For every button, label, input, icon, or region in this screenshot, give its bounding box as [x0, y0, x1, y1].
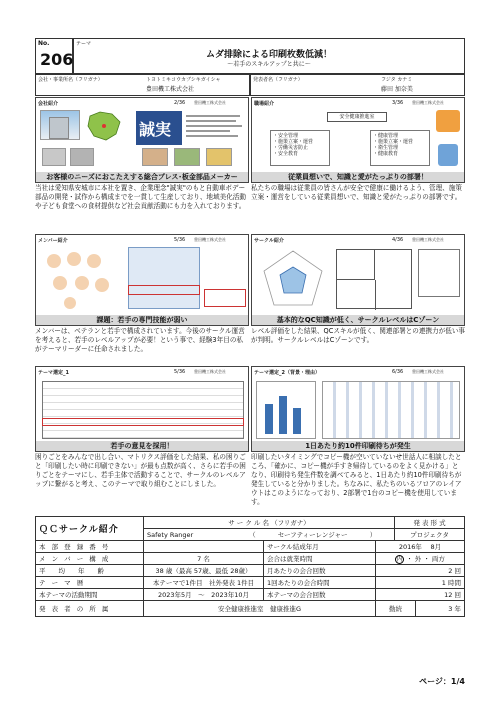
slide-title: テーマ選定_1 [38, 370, 69, 376]
form-label: 発 表 形 式 [395, 517, 465, 529]
theme-selection-slide [35, 366, 249, 452]
number-label: No. [38, 40, 50, 47]
theme-background-slide [251, 366, 465, 452]
circle-description: レベル評価をした結果、QCスキルが低く、関連部署との連携力が低い事が判明。サークルレベルはCゾーンです。 [251, 327, 465, 344]
company-name: 豊田機工株式会社 [146, 86, 195, 93]
circle-kana-close: ） [369, 531, 377, 539]
evaluation-matrix [42, 381, 244, 439]
qc-circle-table [35, 516, 465, 617]
company-intro-slide [35, 97, 249, 183]
row-label: メ ン バ ー 構 成 [36, 553, 144, 565]
form-value: プロジェクタ [395, 529, 465, 541]
zone-grid [336, 249, 412, 309]
number-value: 206 [40, 50, 74, 69]
tenure-label: 勤続 [376, 601, 416, 617]
health-list: ・健康管理 ・施策立案・運営 ・衛生管理 ・健康教育 [370, 130, 430, 166]
slide-title: 会社紹介 [38, 101, 59, 107]
row-label: 月あたりの会合回数 [264, 565, 376, 577]
motto-kanji: 誠実 [139, 120, 172, 139]
slide-page: 5/36 [174, 237, 186, 243]
qc-section-label: ＱＣサークル紹介 [36, 517, 144, 541]
row-value [144, 541, 264, 553]
row-value: 2016年 8月 [376, 541, 465, 553]
page-number: ページ：1/4 [419, 677, 465, 686]
row-label: サークル結成年月 [264, 541, 376, 553]
tenure-value: 3 年 [416, 601, 465, 617]
floor-layout [322, 381, 460, 439]
highlight-row [42, 418, 244, 426]
row-value: 本テーマで1件目 社外発表 1件目 [144, 577, 264, 589]
other-options: ・ 外 ・ 両方 [406, 554, 445, 563]
slide-page: 2/36 [174, 100, 186, 106]
row-label: テ ー マ 暦 [36, 577, 144, 589]
theme-background-description: 印刷したいタイミングでコピー機が空いていないせ世話人に相談したところ、「確かに、コピー機が手すき帰待しているのをよく見かける」となり、印刷待ち発生件数を調べてみると、1日あたり約10件印刷待ちが発生していると分かりました。ちなみに、私たちのいるフロアのレイアウトはこのようになっており、2部署で1台のコピー機を使用しています。 [251, 453, 462, 506]
company-label: 会社・事業所名（フリガナ） [38, 77, 103, 83]
number-box [35, 38, 73, 74]
affiliation-label: 発 表 者 の 所 属 [36, 601, 144, 617]
row-value: 2 回 [376, 565, 465, 577]
company-logo: 豊田機工株式会社 [412, 237, 444, 242]
slide-banner: お客様のニーズにおこたえする総合プレス･板金部品メーカー [36, 172, 248, 182]
presenter-label: 発表者名（フリガナ） [253, 77, 303, 83]
row-value: 7 名 [144, 553, 264, 565]
wait-chart [256, 381, 316, 439]
skill-matrix [128, 247, 200, 309]
slide-title: メンバー紹介 [38, 238, 68, 244]
row-value: 38 歳（最高 57歳、最低 28歳） [144, 565, 264, 577]
slide-banner: 基本的なQC知識が低く、サークルレベルはCゾーン [252, 315, 464, 325]
row-label: 本 部 登 録 番 号 [36, 541, 144, 553]
slide-banner: 課題：若手の専門技能が弱い [36, 315, 248, 325]
circle-name-cell [144, 529, 395, 541]
member-intro-slide [35, 234, 249, 326]
slide-text-lines [186, 112, 244, 140]
zone-legend [418, 249, 460, 297]
circle-kana: セーフティーレンジャー [277, 531, 348, 539]
worker-illustration [438, 144, 458, 166]
company-kana: トヨトミキコウカブシキガイシャ [146, 77, 221, 83]
meeting-time-cell [376, 553, 465, 565]
department-box: 安全健康推進室 [327, 112, 387, 122]
company-logo: 豊田機工株式会社 [412, 100, 444, 105]
radar-chart [258, 247, 328, 311]
slide-banner: 従業員想いで、知識と愛がたっぷりの部署！ [252, 172, 464, 182]
company-logo: 豊田機工株式会社 [194, 237, 226, 242]
slide-banner: 若手の意見を採用！ [36, 441, 248, 451]
company-logo: 豊田機工株式会社 [194, 369, 226, 374]
member-description: メンバーは、ベテランと若手で構成されています。今後のサークル運営を考えると、若手のレベルアップが必要！という事で、経験3年目の私がテーマリーダーに任命されました。 [35, 327, 245, 353]
company-description: 当社は愛知県安城市に本社を置き、企業理念"誠実"のもと自動車ボデー部品の開発・試作から構成までを一貫して生産しており、地域美化活動や子ども食堂への食材提供など社会貢献活動にも力を入れております。 [35, 184, 246, 210]
circle-name: Safety Ranger [147, 531, 194, 539]
slide-banner: 1日あたり約10件印刷待ちが発生 [252, 441, 464, 451]
affiliation-value: 安全健康推進室 健康推進G [144, 601, 376, 617]
theme-selection-description: 困りごとをみんなで出し合い、マトリクス評価をした結果、私の困りごと「印刷したい時に印刷できない」が最も点数が高く、さらに若手の困りごとをテーマにし、若手主体で活動することで、サークルのレベルアップに繋がると考え、このテーマで取り組むことにしました。 [35, 453, 246, 488]
row-value: 1 時間 [376, 577, 465, 589]
circle-kana-open: （ [249, 531, 256, 539]
theme-subtitle: ～若手のスキルアップと共に～ [227, 61, 311, 68]
slide-page: 6/36 [392, 369, 404, 375]
slide-page: 3/36 [392, 100, 404, 106]
row-value: 2023年5月 ～ 2023年10月 [144, 589, 264, 601]
slide-title: テーマ選定_2（背景・理由） [254, 370, 320, 376]
theme-label: テーマ [76, 41, 92, 47]
circle-intro-slide [251, 234, 465, 326]
safety-list: ・安全管理 ・施策立案・運営 ・労働災害防止 ・安全教育 [270, 130, 330, 166]
safety-illustration [436, 110, 460, 132]
row-value: 12 回 [376, 589, 465, 601]
slide-page: 5/36 [174, 369, 186, 375]
row-label: 本テーマの活動期間 [36, 589, 144, 601]
presenter-kana: フジタ カナミ [381, 77, 413, 83]
selected-option: 内 [396, 555, 403, 563]
workplace-intro-slide [251, 97, 465, 183]
speech-note [204, 289, 246, 307]
motto-board [136, 111, 182, 145]
slide-page: 4/36 [392, 237, 404, 243]
theme-title: ムダ排除による印刷枚数低減！ [205, 50, 332, 60]
circle-name-label: サ ー ク ル 名 （フリガナ） [144, 517, 395, 529]
slide-title: サークル紹介 [254, 238, 284, 244]
product-photos [42, 148, 242, 170]
theme-box [73, 38, 465, 74]
workplace-description: 私たちの職場は従業員の皆さんが安全で健康に働けるよう、管理、施策立案・運営をしている従業員想いで、知識と愛がたっぷりの部署です。 [251, 184, 462, 201]
company-box [35, 74, 250, 96]
member-illustrations [40, 247, 120, 311]
presenter-name: 藤田 加奈美 [381, 86, 413, 93]
slide-title: 職場紹介 [254, 101, 275, 107]
presenter-box [250, 74, 465, 96]
row-label: 会合は就業時間 [264, 553, 376, 565]
highlight-frame [128, 285, 200, 295]
company-logo: 豊田機工株式会社 [412, 369, 444, 374]
map-image [86, 110, 124, 142]
row-label: 1回あたりの会合時間 [264, 577, 376, 589]
company-logo: 豊田機工株式会社 [194, 100, 226, 105]
building-photo [40, 110, 80, 140]
row-label: 本テーマの会合回数 [264, 589, 376, 601]
row-label: 平 均 年 齢 [36, 565, 144, 577]
